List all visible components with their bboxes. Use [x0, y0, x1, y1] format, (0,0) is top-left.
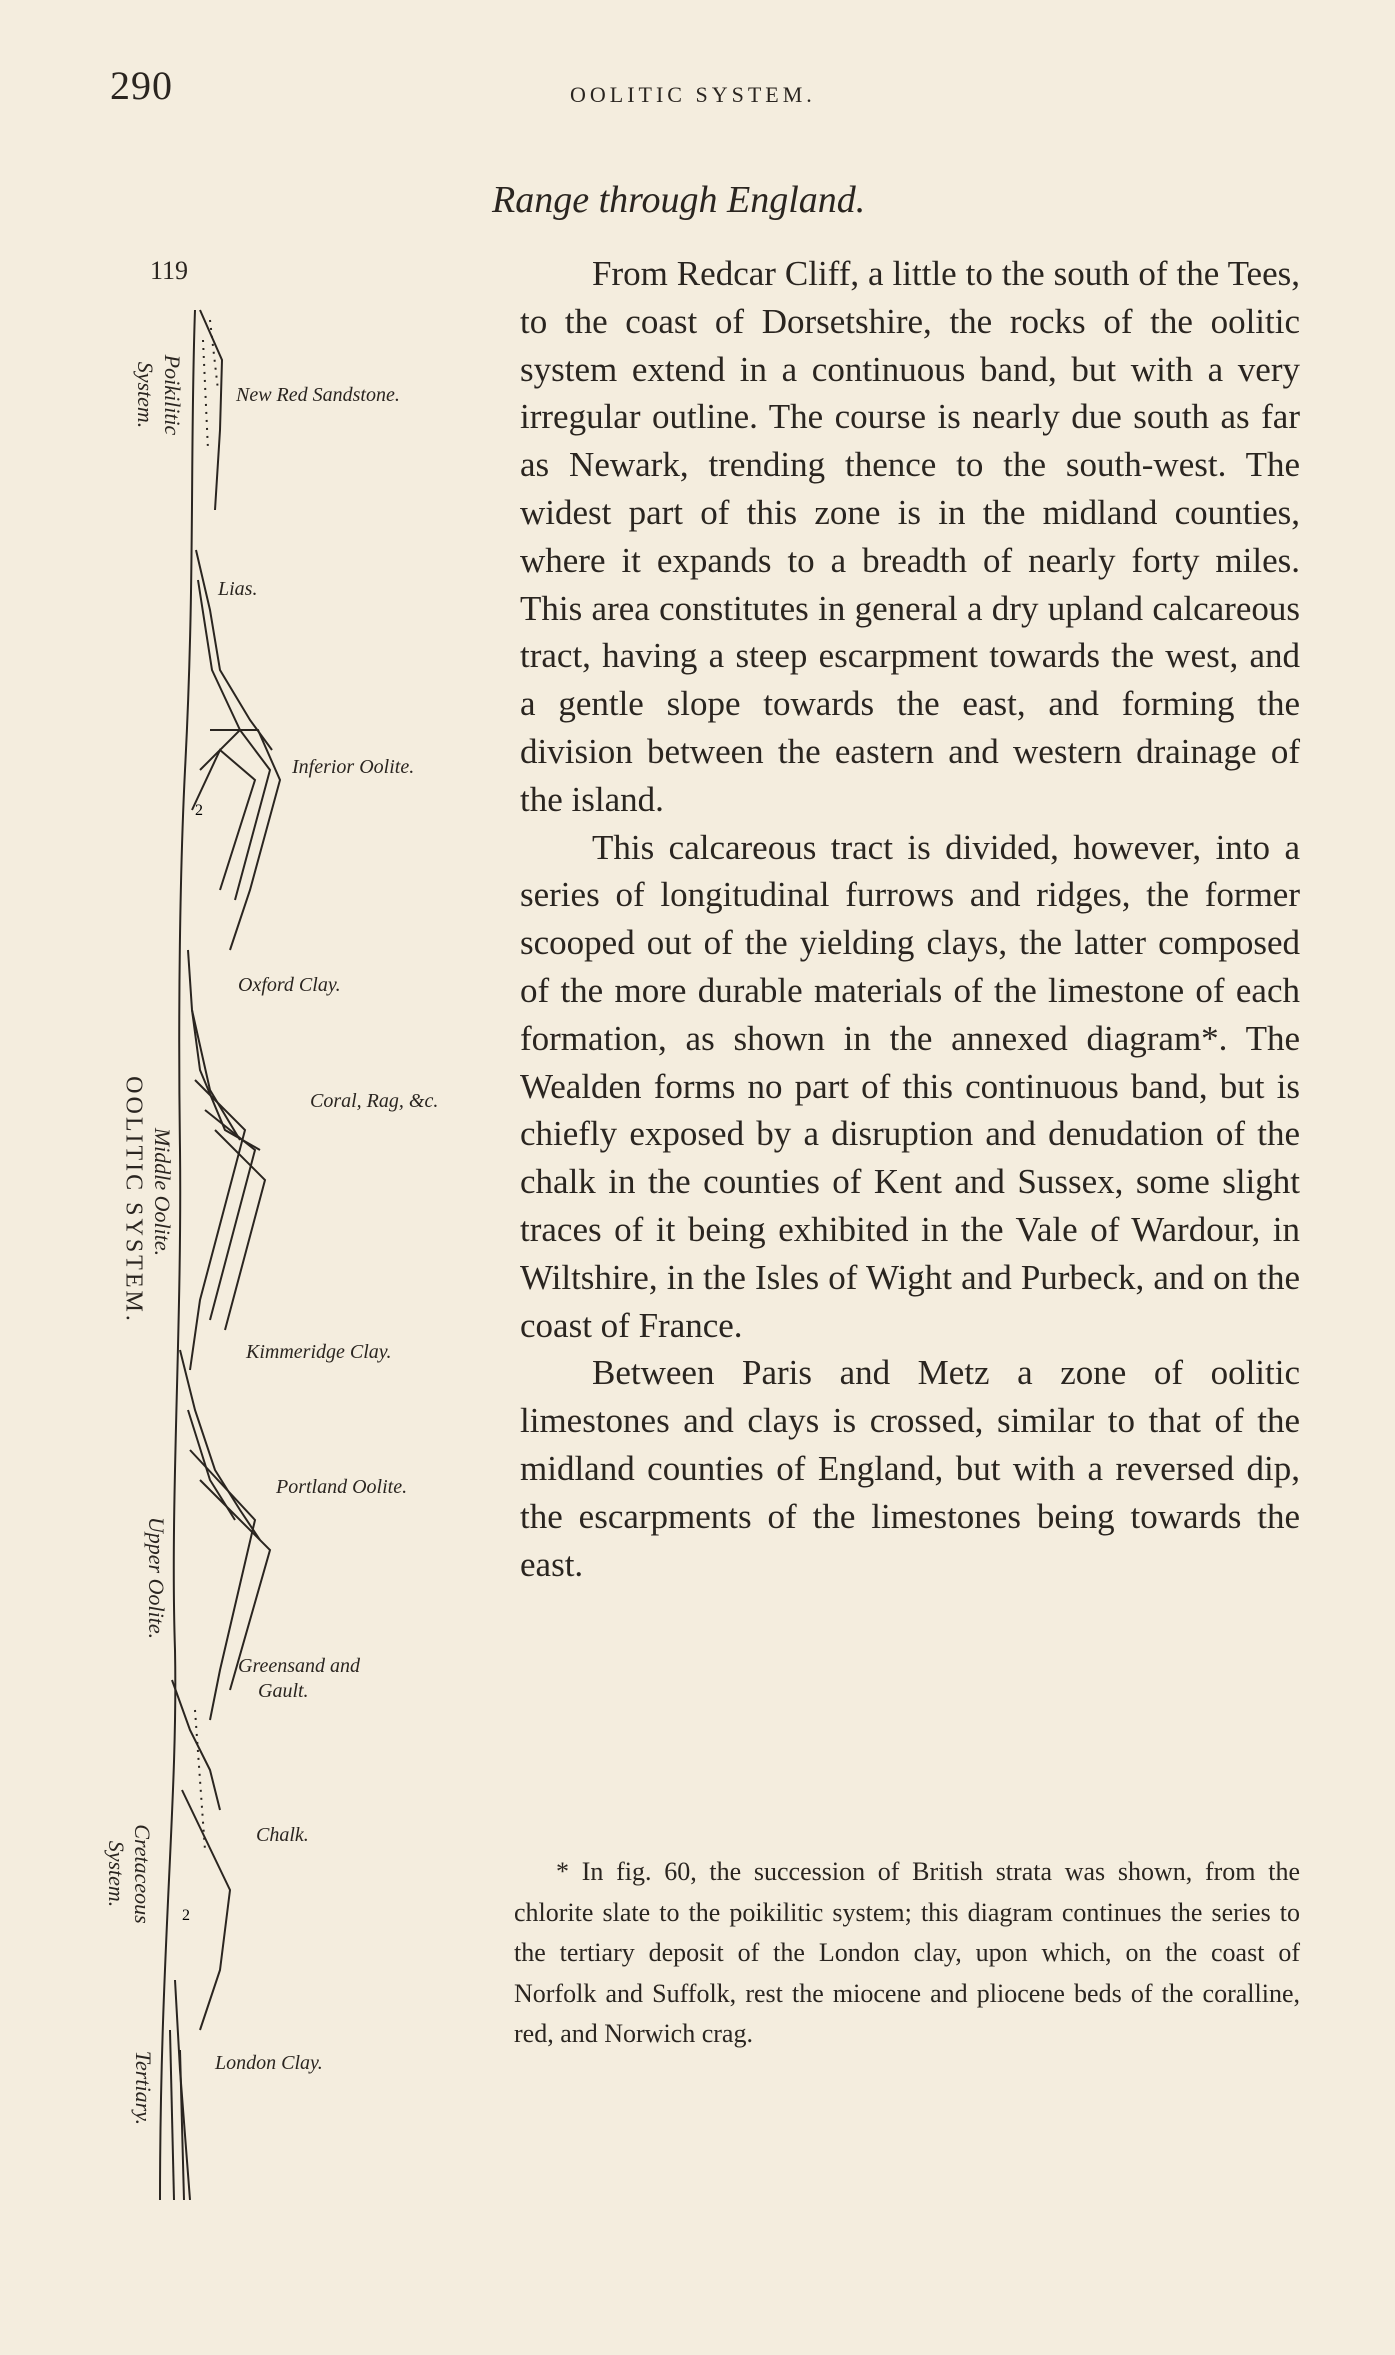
label-middle-oolite: Middle Oolite. [150, 1127, 175, 1257]
label-kimmeridge-clay: Kimmeridge Clay. [246, 1341, 392, 1363]
label-oolitic-system: OOLITIC SYSTEM. [120, 1076, 147, 1324]
label-poikilitic: Poikilitic [160, 354, 185, 436]
lias-hatch [198, 580, 240, 730]
label-tertiary: Tertiary. [131, 2050, 156, 2126]
label-poikilitic-system: System. [133, 361, 158, 429]
body-text [520, 250, 1300, 1588]
label-portland-oolite: Portland Oolite. [276, 1476, 408, 1498]
small-mark: 2 [182, 1907, 190, 1924]
label-new-red-sandstone: New Red Sandstone. [236, 384, 400, 406]
figure-number: 119 [150, 256, 189, 285]
sandstone-dots [203, 340, 208, 450]
running-title: OOLITIC SYSTEM. [570, 82, 816, 107]
section-heading: Range through England. [492, 179, 866, 221]
coral-rag-ridge [190, 1080, 245, 1370]
kimmeridge-hatch [188, 1410, 235, 1520]
label-chalk: Chalk. [256, 1824, 309, 1846]
sandstone-dots [210, 320, 218, 390]
paragraph: This calcareous tract is divided, however, into a series of longitudinal furrows and ridges, the former scooped out of the yielding clays, the latter composed of the more durable materials of the limestone of each formation, as shown in the annexed diagram*. The Wealden forms no part of this continuous band, but is chiefly exposed by a disruption and denudation of the chalk in the counties of Kent and Sussex, some slight traces of it being exhibited in the Vale of Wardour, in Wiltshire, in the Isles of Wight and Purbeck, and on the coast of France. [520, 827, 1300, 1345]
inferior-oolite-ridge [210, 730, 280, 950]
paragraph: From Redcar Cliff, a little to the south of the Tees, to the coast of Dorsetshire, the rocks of the oolitic system extend in a continuous band, but with a very irregular outline. The course is nearly due south as far as Newark, trending thence to the south-west. The widest part of this zone is in the midland counties, where it expands to a breadth of nearly forty miles. This area constitutes in general a dry upland calcareous tract, having a steep escarpment towards the west, and a gentle slope towards the east, and forming the division between the eastern and western drainage of the island. [520, 254, 1300, 819]
coral-rag-ridge [215, 1130, 265, 1330]
portland-ridge [190, 1450, 255, 1720]
london-clay-hatch [170, 2030, 174, 2200]
label-gault: Gault. [258, 1680, 309, 1702]
label-oxford-clay: Oxford Clay. [238, 974, 341, 996]
running-head [110, 62, 1300, 122]
label-cretaceous-system: System. [104, 1840, 129, 1908]
label-inferior-oolite: Inferior Oolite. [292, 756, 415, 778]
label-upper-oolite: Upper Oolite. [144, 1516, 169, 1640]
label-coral-rag: Coral, Rag, &c. [310, 1090, 439, 1112]
page-number: 290 [110, 63, 173, 108]
coral-rag-ridge [205, 1110, 255, 1320]
label-cretaceous: Cretaceous [130, 1824, 155, 1924]
label-greensand: Greensand and [238, 1655, 361, 1677]
greensand-edge [172, 1680, 220, 1810]
label-london-clay: London Clay. [215, 2052, 323, 2074]
small-mark: 2 [195, 802, 203, 819]
oxford-clay-hatch [192, 1010, 240, 1140]
footnote: * In fig. 60, the succession of British strata was shown, from the chlorite slate to the poikilitic system; this diagram continues the series to the tertiary deposit of the London clay, upon which, on the coast of Norfolk and Suffolk, rest the miocene and pliocene beds of the coralline, red, and Norwich crag. [514, 1857, 1300, 2049]
inferior-oolite-ridge [200, 730, 270, 900]
inferior-oolite-ridge [192, 750, 255, 890]
label-lias: Lias. [218, 578, 258, 600]
paragraph: Between Paris and Metz a zone of oolitic limestones and clays is crossed, similar to that of the midland counties of England, but with a reversed dip, the escarpments of the limestones being towards the east. [520, 1353, 1300, 1584]
